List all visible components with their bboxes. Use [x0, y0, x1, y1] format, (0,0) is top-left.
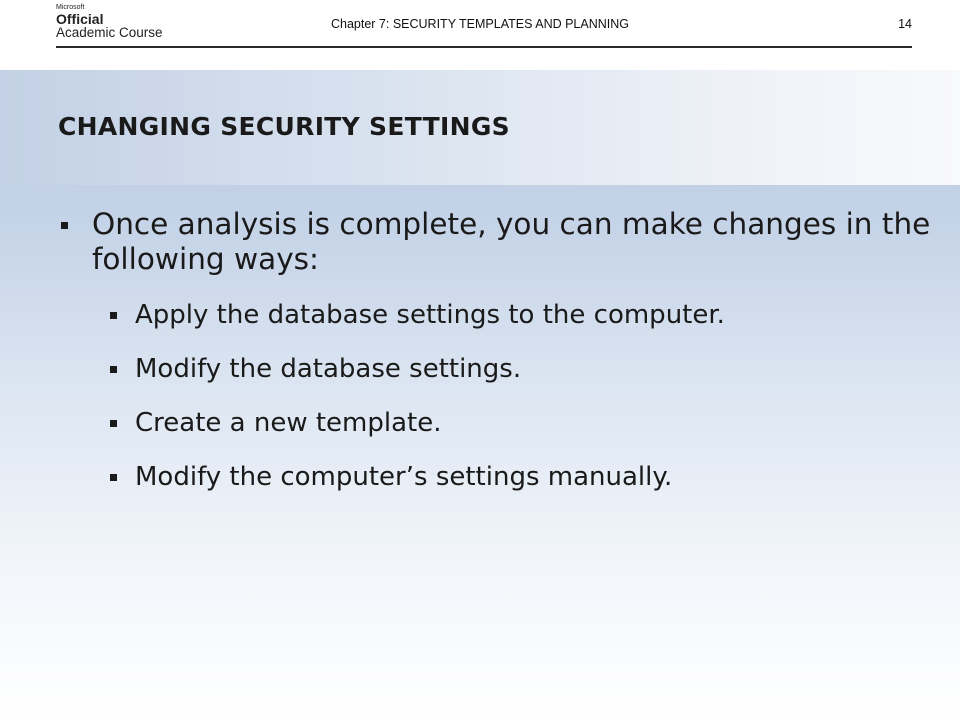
- bullet-list: [60, 207, 940, 516]
- sub-bullet-text: Modify the computer’s settings manually.: [135, 462, 673, 492]
- square-bullet-icon: [61, 222, 68, 229]
- header-divider: [56, 46, 912, 48]
- sub-bullet-item: [60, 462, 940, 492]
- square-bullet-icon: [110, 366, 117, 373]
- logo-microsoft: Microsoft: [56, 4, 85, 11]
- sub-bullet-text: Create a new template.: [135, 408, 442, 438]
- sub-bullet-item: [60, 354, 940, 384]
- sub-bullet-text: Modify the database settings.: [135, 354, 522, 384]
- square-bullet-icon: [110, 420, 117, 427]
- square-bullet-icon: [110, 474, 117, 481]
- logo-academic-course: Academic Course: [56, 25, 163, 40]
- bullet-text: Once analysis is complete, you can make changes in the following ways:: [92, 207, 931, 276]
- chapter-header: Chapter 7: SECURITY TEMPLATES AND PLANNING: [330, 17, 629, 31]
- logo-official: Official: [56, 11, 104, 27]
- page-number: 14: [898, 17, 912, 31]
- slide-title: CHANGING SECURITY SETTINGS: [58, 112, 510, 141]
- sub-bullet-item: [60, 408, 940, 438]
- sub-bullet-text: Apply the database settings to the computer.: [135, 300, 725, 330]
- bullet-item: [60, 207, 940, 277]
- square-bullet-icon: [110, 312, 117, 319]
- sub-bullet-item: [60, 300, 940, 330]
